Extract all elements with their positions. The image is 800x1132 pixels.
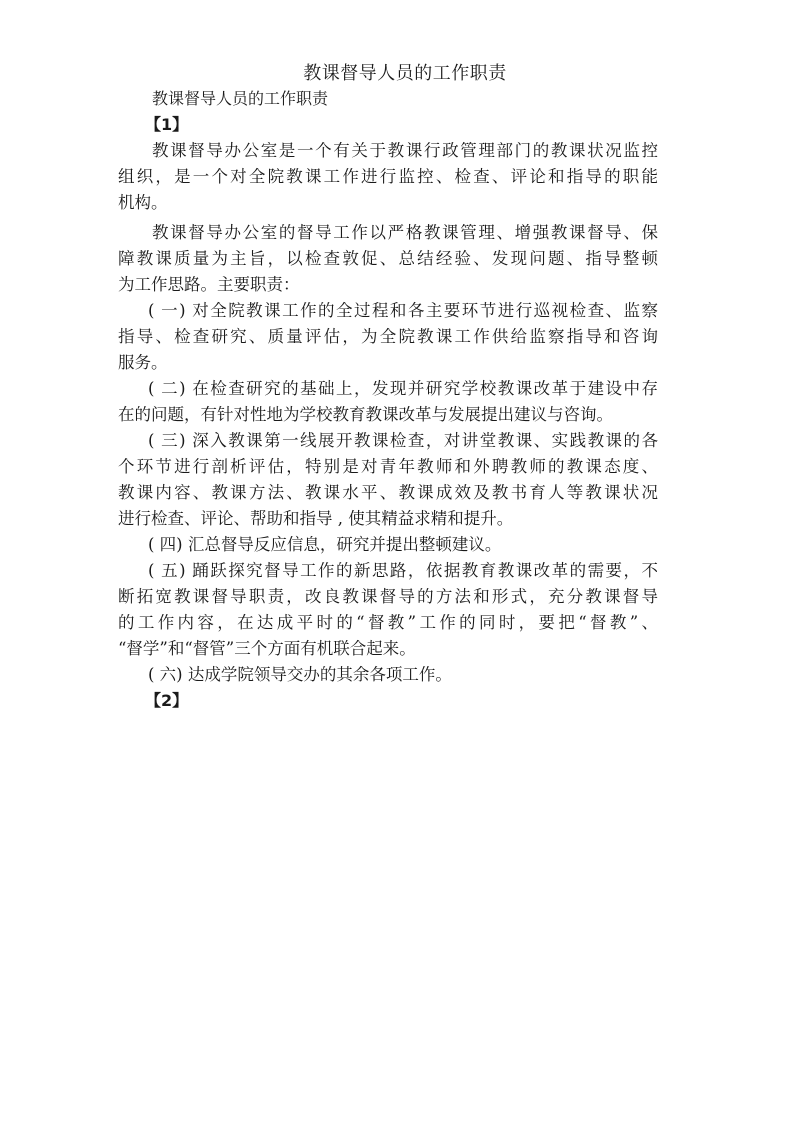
section-marker-1: 【1】 — [145, 115, 189, 134]
paragraph-line: ( 一) 对全院教课工作的全过程和各主要环节进行巡视检查、监察 — [148, 301, 658, 320]
paragraph-line: 机构。 — [118, 193, 168, 212]
paragraph-line: 为工作思路。主要职责： — [118, 275, 300, 294]
duty-item-6 — [118, 662, 658, 688]
paragraph-line: ( 四) 汇总督导反应信息，研究并提出整顿建议。 — [148, 535, 502, 554]
duty-item-1 — [118, 298, 658, 376]
paragraph-line: ( 三) 深入教课第一线展开教课检查，对讲堂教课、实践教课的各 — [148, 431, 658, 450]
paragraph-line: 个环节进行剖析评估，特别是对青年教师和外聘教师的教课态度、 — [118, 457, 658, 476]
duty-item-3 — [118, 428, 658, 532]
paragraph-line: 指导、检查研究、质量评估，为全院教课工作供给监察指导和咨询 — [118, 327, 658, 346]
paragraph-intro — [118, 138, 658, 216]
paragraph-line: 的工作内容，在达成平时的“督教”工作的同时，要把“督教”、 — [118, 613, 658, 632]
paragraph-line: ( 二) 在检查研究的基础上，发现并研究学校教课改革于建设中存 — [148, 379, 658, 398]
section-marker-2: 【2】 — [145, 691, 189, 710]
paragraph-line: 在的问题，有针对性地为学校教育教课改革与发展提出建议与咨询。 — [118, 405, 613, 424]
paragraph-duties-intro — [118, 220, 658, 298]
document-subtitle: 教课督导人员的工作职责 — [152, 89, 329, 108]
paragraph-line: 断拓宽教课督导职责，改良教课督导的方法和形式，充分教课督导 — [118, 587, 658, 606]
duty-item-4 — [118, 532, 658, 558]
paragraph-line: 组织，是一个对全院教课工作进行监控、检查、评论和指导的职能 — [118, 167, 658, 186]
paragraph-line: ( 六) 达成学院领导交办的其余各项工作。 — [148, 665, 452, 684]
paragraph-line: 服务。 — [118, 353, 168, 372]
document-body — [118, 86, 658, 714]
paragraph-line: 教课督导办公室的督导工作以严格教课管理、增强教课督导、保 — [152, 223, 658, 242]
paragraph-line: 教课督导办公室是一个有关于教课行政管理部门的教课状况监控 — [152, 141, 658, 160]
paragraph-line: 障教课质量为主旨，以检查敦促、总结经验、发现问题、指导整顿 — [118, 249, 658, 268]
duty-item-5 — [118, 558, 658, 662]
paragraph-line: “督学”和“督管”三个方面有机联合起来。 — [118, 639, 416, 658]
duty-item-2 — [118, 376, 658, 428]
paragraph-line: ( 五) 踊跃探究督导工作的新思路，依据教育教课改革的需要，不 — [148, 561, 658, 580]
document-title: 教课督导人员的工作职责 — [303, 63, 507, 84]
paragraph-line: 进行检查、评论、帮助和指导 , 使其精益求精和提升。 — [118, 509, 514, 528]
paragraph-line: 教课内容、教课方法、教课水平、教课成效及教书育人等教课状况 — [118, 483, 658, 502]
